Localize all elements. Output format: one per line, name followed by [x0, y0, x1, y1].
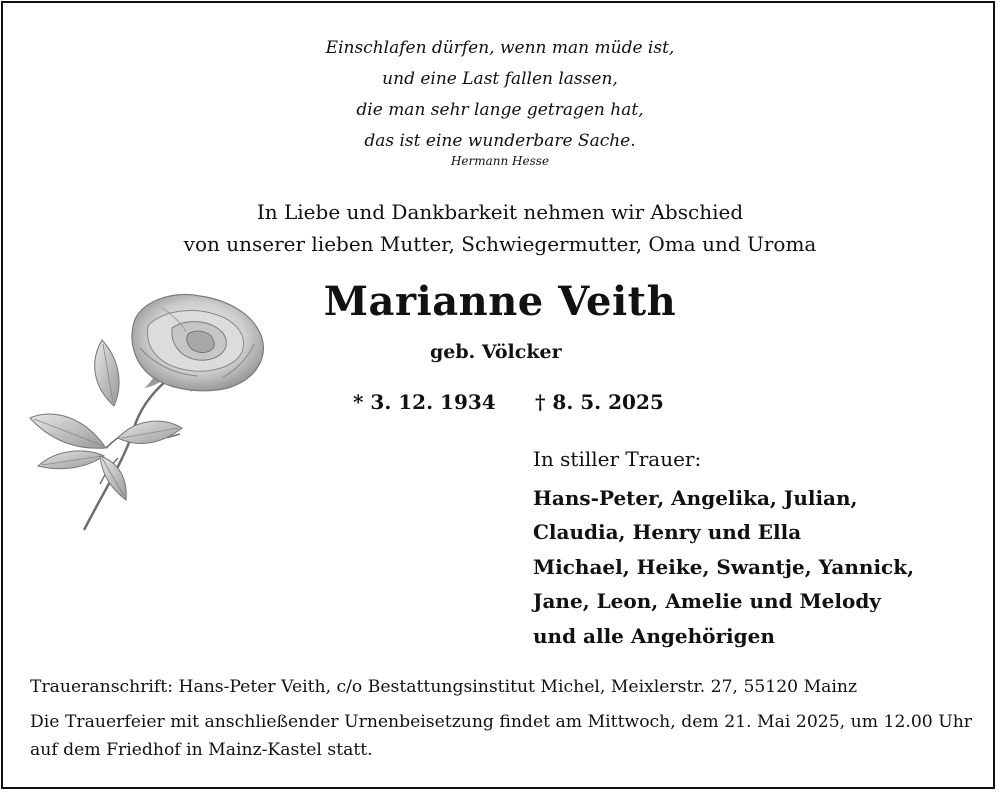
mourners-list: [533, 481, 914, 653]
intro-text: [0, 196, 1000, 260]
mourner-line: Claudia, Henry und Ella: [533, 520, 802, 545]
mourning-address: Traueranschrift: Hans-Peter Veith, c/o Bestattungsinstitut Michel, Meixlerstr. 27, 55120 Mainz: [30, 677, 858, 697]
poem: [0, 33, 1000, 157]
poem-line: und eine Last fallen lassen,: [382, 69, 618, 89]
birth-date: * 3. 12. 1934: [353, 390, 496, 414]
ceremony-details: Die Trauerfeier mit anschließender Urnenbeisetzung findet am Mittwoch, dem 21. Mai 2025, um 12.00 Uhr auf dem Friedhof in Mainz-Kastel statt.: [30, 712, 972, 760]
maiden-name: geb. Völcker: [430, 341, 562, 363]
mourner-line: Jane, Leon, Amelie und Melody: [533, 589, 881, 614]
mourner-line: Michael, Heike, Swantje, Yannick,: [533, 554, 915, 579]
intro-line: In Liebe und Dankbarkeit nehmen wir Abschied: [256, 200, 744, 224]
poem-line: Einschlafen dürfen, wenn man müde ist,: [325, 38, 675, 58]
poem-line: das ist eine wunderbare Sache.: [364, 131, 636, 151]
death-date: † 8. 5. 2025: [535, 390, 664, 414]
deceased-name: Marianne Veith: [323, 278, 677, 325]
mourner-line: Hans-Peter, Angelika, Julian,: [533, 486, 858, 510]
mourners-label: In stiller Trauer:: [533, 447, 702, 471]
rose-icon: [22, 288, 272, 538]
poem-author: Hermann Hesse: [450, 154, 550, 168]
poem-line: die man sehr lange getragen hat,: [356, 100, 644, 120]
mourner-line: und alle Angehörigen: [533, 623, 775, 648]
intro-line: von unserer lieben Mutter, Schwiegermutter, Oma und Uroma: [183, 232, 817, 256]
